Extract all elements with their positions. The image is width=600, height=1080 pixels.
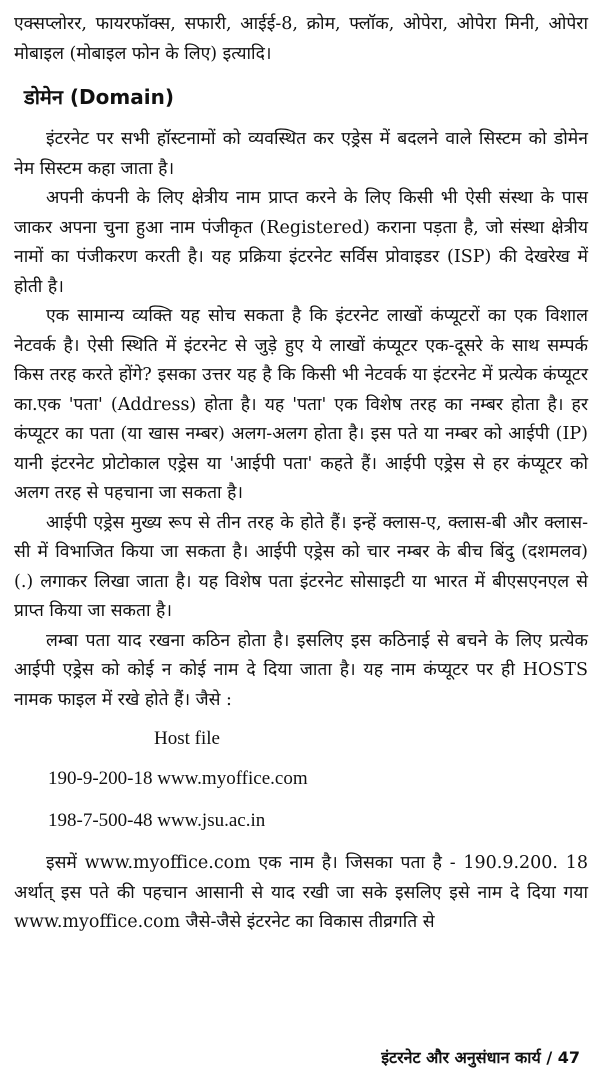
paragraph-hosts-file: लम्बा पता याद रखना कठिन होता है। इसलिए इस कठिनाई से बचने के लिए प्रत्येक आईपी एड्रेस को कोई न कोई नाम दे दिया जाता है। यह नाम कंप्यूटर पर ही HOSTS नामक फाइल में रखे होते हैं। जैसे : <box>14 630 588 710</box>
host-file-entry: 190-9-200-18 www.myoffice.com <box>48 768 308 789</box>
running-title: इंटरनेट और अनुसंधान कार्य <box>381 1048 541 1067</box>
paragraph-ip-classes: आईपी एड्रेस मुख्य रूप से तीन तरह के होते हैं। इन्हें क्लास-ए, क्लास-बी और क्लास-सी में विभाजित किया जा सकता है। आईपी एड्रेस को चार नम्बर के बीच बिंदु (दशमलव) (.) लगाकर लिखा जाता है। यह विशेष पता इंटरनेट सोसाइटी या भारत में बीएसएनएल से प्राप्त किया जा सकता है। <box>14 512 588 621</box>
intro-continuation-paragraph: एक्सप्लोरर, फायरफॉक्स, सफारी, आईई-8, क्रोम, फ्लॉक, ओपेरा, ओपेरा मिनी, ओपेरा मोबाइल (मोबाइल फोन के लिए) इत्यादि। <box>14 14 588 64</box>
paragraph-ip-address: एक सामान्य व्यक्ति यह सोच सकता है कि इंटरनेट लाखों कंप्यूटरों का एक विशाल नेटवर्क है। ऐसी स्थिति में इंटरनेट से जुड़े हुए ये लाखों कंप्यूटर एक-दूसरे के साथ सम्पर्क किस तरह करते होंगे? इसका उत्तर यह है कि किसी भी नेटवर्क या इंटरनेट में प्रत्येक कंप्यूटर का.एक 'पता' (Address) होता है। यह 'पता' एक विशेष तरह का नम्बर होता है। हर कंप्यूटर का पता (या खास नम्बर) अलग-अलग होता है। इस पते या नम्बर को आईपी (IP) यानी इंटरनेट प्रोटोकाल एड्रेस या 'आईपी पता' कहते हैं। आईपी एड्रेस से हर कंप्यूटर को अलग तरह से पहचाना जा सकता है। <box>14 306 588 503</box>
book-page <box>14 10 588 1070</box>
paragraph-name-example: इसमें www.myoffice.com एक नाम है। जिसका पता है - 190.9.200. 18 अर्थात् इस पते की पहचान आसानी से याद रखी जा सके इसलिए इसे नाम दे दिया गया www.myoffice.com जैसे-जैसे इंटरनेट का विकास तीव्रगति से <box>14 853 588 932</box>
host-file-entry: 198-7-500-48 www.jsu.ac.in <box>48 810 266 831</box>
paragraph-dns-definition: इंटरनेट पर सभी हॉस्टनामों को व्यवस्थित कर एड्रेस में बदलने वाले सिस्टम को डोमेन नेम सिस्टम कहा जाता है। <box>14 129 588 179</box>
host-file-title: Host file <box>154 728 220 749</box>
page-number: 47 <box>557 1048 580 1067</box>
footer-separator: / <box>546 1048 553 1067</box>
paragraph-registration: अपनी कंपनी के लिए क्षेत्रीय नाम प्राप्त करने के लिए किसी भी ऐसी संस्था के पास जाकर अपना चुना हुआ नाम पंजीकृत (Registered) कराना पड़ता है, जो संस्था क्षेत्रीय नामों का पंजीकरण करती है। यह प्रक्रिया इंटरनेट सर्विस प्रोवाइडर (ISP) की देखरेख में होती है। <box>14 188 588 297</box>
section-heading-domain: डोमेन (Domain) <box>24 85 174 109</box>
page-footer <box>381 1046 580 1070</box>
